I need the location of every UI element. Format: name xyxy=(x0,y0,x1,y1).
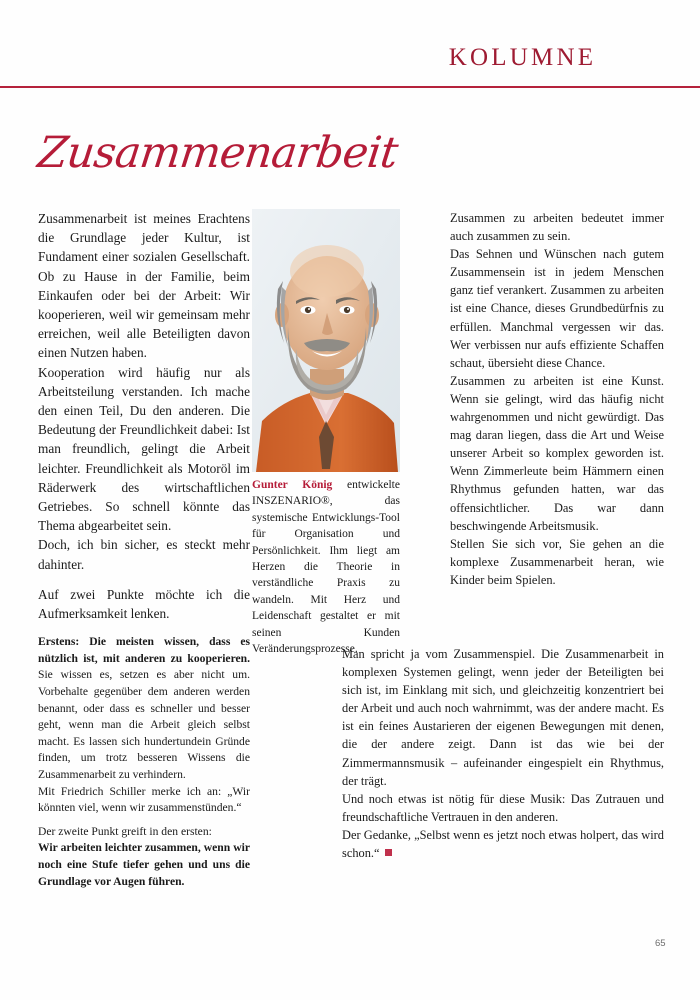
paragraph: Mit Friedrich Schiller merke ich an: „Wir könnten viel, wenn wir zusammenstünden.“ xyxy=(38,784,250,815)
page-header xyxy=(380,45,665,70)
paragraph: Man spricht ja vom Zusammenspiel. Die Zusammenarbeit in komplexen Systemen gelingt, wenn jeder der Beteiligten bei sich ist, im Einklang mit sich, und gleichzeitig konzentriert bei der Arbeit und auch noch wahrnimmt, was der andere macht. Es ist ein feines Austarieren der eigenen Bewegungen mit denen, die der andere zeigt. Dann ist das wie bei der Zimmermannsmusik – aufeinander eingespielt ein Rhythmus, der trägt. xyxy=(342,647,664,788)
paragraph: Das Sehnen und Wünschen nach gutem Zusammensein ist in jedem Menschen ganz tief verankert. Zusammen zu arbeiten ist eine Chance, dieses Grundbedürfnis zu erfüllen. Manchmal vergessen wir das. Wer verbissen nur aufs effiziente Schaffen schaut, übersieht diese Chance. xyxy=(450,247,664,370)
section-label: KOLUMNE xyxy=(448,44,597,71)
paragraph: Zusammenarbeit ist meines Erachtens die Grundlage jeder Kultur, ist Fundament einer sozialen Gesellschaft. Ob zu Hause in der Familie, beim Einkaufen oder bei der Arbeit: Wir kooperieren, weil wir gemeinsam mehr erreichen, weil alle Beteiligten davon einen Nutzen haben. xyxy=(38,211,250,361)
caption-paragraph xyxy=(252,477,400,657)
caption-text: entwickelte INSZENARIO®, das systemische Entwicklungs-Tool für Organisation und Persönlichkeit. Ihm liegt am Herzen die Theorie in verständliche Praxis zu wandeln. Mit Herz und Leidenschaft gestaltet er mit seinen Kunden Veränderungsprozesse. xyxy=(252,479,400,656)
header-divider xyxy=(0,86,700,88)
author-portrait-photo xyxy=(252,209,400,472)
portrait-illustration xyxy=(252,209,400,472)
author-caption xyxy=(252,477,400,657)
paragraph-bold: Wir arbeiten leichter zusammen, wenn wir noch eine Stufe tiefer gehen und uns die Grundlage vor Augen führen. xyxy=(38,841,250,888)
paragraph-final xyxy=(342,826,664,862)
text-column-3 xyxy=(450,209,664,589)
text-column-wide xyxy=(342,645,664,862)
paragraph: Doch, ich bin sicher, es steckt mehr dahinter. xyxy=(38,537,250,572)
paragraph: Der zweite Punkt greift in den ersten: xyxy=(38,824,212,838)
paragraph: Kooperation wird häufig nur als Arbeitsteilung verstanden. Ich mache den einen Teil, Du den anderen. Die Bedeutung der Freundlichkeit dabei: Ist man freundlich, gelingt die Arbeit leichter. Freundlichkeit als Motoröl im Räderwerk des wirtschaftlichen Getriebes. So schnell könnte das Thema abgearbeitet sein. xyxy=(38,364,250,534)
paragraph: Und noch etwas ist nötig für diese Musik: Das Zutrauen und freundschaftliche Vertrauen in den anderen. xyxy=(342,791,664,824)
paragraph: Zusammen zu arbeiten bedeutet immer auch zusammen zu sein. xyxy=(450,211,664,244)
page-number: 65 xyxy=(655,938,666,949)
paragraph: Zusammen zu arbeiten ist eine Kunst. Wenn sie gelingt, wird das häufig nicht wahrgenommen und nicht gewürdigt. Das mag daran liegen, dass die Art und Weise unserer Arbeit so komplex geworden ist. Wenn Zimmerleute beim Hämmern einen Rhythmus gefunden hatten, war das offensichtlicher. Das war dann beschwingende Arbeitsmusik. xyxy=(450,373,664,533)
paragraph: Stellen Sie sich vor, Sie gehen an die komplexe Zusammenarbeit heran, wie Kinder beim Spielen. xyxy=(450,536,664,587)
paragraph: Auf zwei Punkte möchte ich die Aufmerksamkeit lenken. xyxy=(38,586,250,622)
lead-bold-text: Erstens: Die meisten wissen, dass es nützlich ist, mit anderen zu kooperieren. xyxy=(38,635,250,665)
page-title: Zusammenarbeit xyxy=(35,128,401,178)
lead-rest-text: Sie wissen es, setzen es aber nicht um. Vorbehalte gegenüber dem anderen werden benannt, oder dass es schneller und besser geht, wenn man die Arbeit gleich selbst macht. Es lassen sich hundertundein Gründe finden, um trotz besseren Wissens die Zusammenarbeit zu verhindern. xyxy=(38,668,250,782)
text-column-1 xyxy=(38,209,250,890)
end-mark-icon xyxy=(385,849,392,856)
final-text: Der Gedanke, „Selbst wenn es jetzt noch etwas holpert, das wird schon.“ xyxy=(342,827,664,861)
paragraph-lead xyxy=(38,634,250,783)
author-name: Gunter König xyxy=(252,479,333,491)
